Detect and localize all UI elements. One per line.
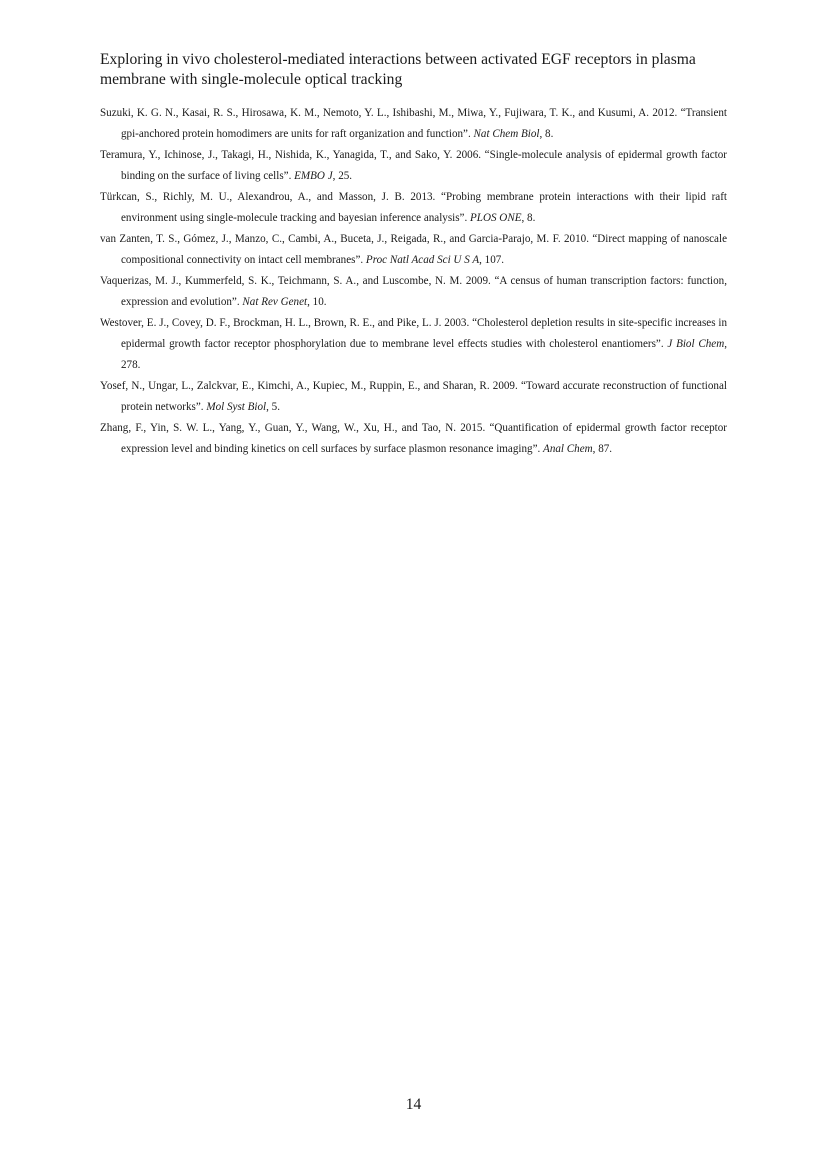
reference-entry — [100, 103, 727, 145]
reference-journal: Proc Natl Acad Sci U S A — [365, 254, 480, 266]
reference-entry — [100, 418, 727, 460]
reference-journal: Mol Syst Biol — [206, 401, 267, 413]
reference-entry — [100, 271, 727, 313]
reference-volume: , 8. — [539, 128, 554, 140]
reference-volume: , 10. — [307, 296, 327, 308]
reference-entry — [100, 145, 727, 187]
reference-text: Vaquerizas, M. J., Kummerfeld, S. K., Teichmann, S. A., and Luscombe, N. M. 2009. “A census of human transcription factors: function, expression and evolution”. — [100, 275, 727, 308]
reference-volume: , 278. — [121, 338, 727, 371]
reference-entry — [100, 313, 727, 376]
reference-journal: EMBO J — [294, 170, 333, 182]
reference-text: Teramura, Y., Ichinose, J., Takagi, H., Nishida, K., Yanagida, T., and Sako, Y. 2006. “Single-molecule analysis of epidermal growth factor binding on the surface of living cells”. — [100, 149, 727, 182]
reference-text: Suzuki, K. G. N., Kasai, R. S., Hirosawa, K. M., Nemoto, Y. L., Ishibashi, M., Miwa, Y., Fujiwara, T. K., and Kusumi, A. 2012. “Transient gpi-anchored protein homodimers are units for raft organization and function”. — [100, 107, 727, 140]
reference-text: Zhang, F., Yin, S. W. L., Yang, Y., Guan, Y., Wang, W., Xu, H., and Tao, N. 2015. “Quantification of epidermal growth factor receptor expression level and binding kinetics on cell surfaces by surface plasmon resonance imaging”. — [100, 422, 727, 455]
reference-journal: Anal Chem — [543, 443, 593, 455]
reference-list — [100, 103, 727, 460]
reference-volume: , 5. — [266, 401, 280, 413]
reference-journal: Nat Rev Genet — [242, 296, 308, 308]
reference-volume: , 8. — [521, 212, 536, 224]
reference-volume: , 107. — [479, 254, 505, 266]
page-number: 14 — [405, 1096, 422, 1113]
reference-text: Westover, E. J., Covey, D. F., Brockman, H. L., Brown, R. E., and Pike, L. J. 2003. “Cholesterol depletion results in site-specific increases in epidermal growth factor receptor phosphorylation due to membrane level effects studies with cholesterol enantiomers”. — [100, 317, 727, 350]
reference-entry — [100, 187, 727, 229]
reference-volume: , 25. — [332, 170, 353, 182]
reference-entry — [100, 229, 727, 271]
reference-text: Yosef, N., Ungar, L., Zalckvar, E., Kimchi, A., Kupiec, M., Ruppin, E., and Sharan, R. 2009. “Toward accurate reconstruction of functional protein networks”. — [100, 380, 727, 413]
running-title: Exploring in vivo cholesterol-mediated interactions between activated EGF receptors in plasma membrane with single-molecule optical tracking — [100, 51, 696, 88]
reference-entry — [100, 376, 727, 418]
reference-text: van Zanten, T. S., Gómez, J., Manzo, C., Cambi, A., Buceta, J., Reigada, R., and Garcia-Parajo, M. F. 2010. “Direct mapping of nanoscale compositional connectivity on intact cell membranes”. — [100, 233, 727, 266]
reference-volume: , 87. — [592, 443, 613, 455]
reference-journal: J Biol Chem — [667, 338, 725, 350]
reference-journal: PLOS ONE — [470, 212, 522, 224]
reference-journal: Nat Chem Biol — [473, 128, 540, 140]
reference-text: Türkcan, S., Richly, M. U., Alexandrou, A., and Masson, J. B. 2013. “Probing membrane protein interactions with their lipid raft environment using single-molecule tracking and bayesian inference analysis”. — [100, 191, 727, 224]
